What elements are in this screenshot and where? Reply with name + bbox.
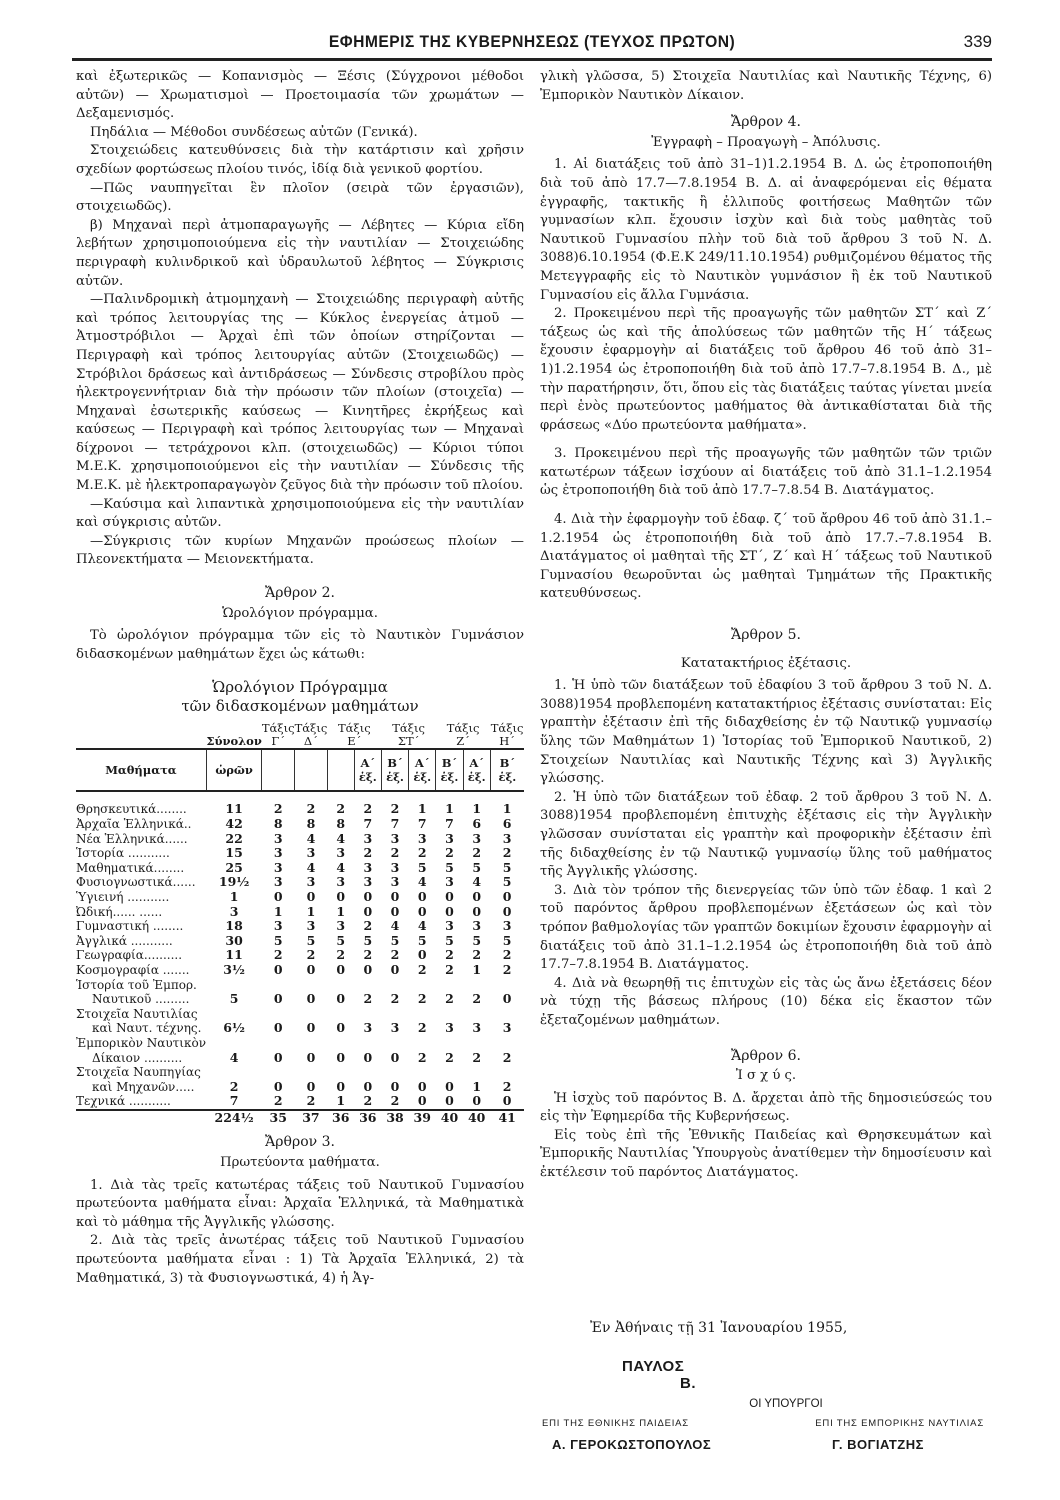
- table-row: [76, 905, 524, 920]
- subject-cell: Τεχνικά ...........: [76, 1094, 171, 1109]
- total-cell: 35: [262, 1110, 295, 1126]
- hours-cell: 3: [273, 830, 283, 846]
- hours-cell: 2: [472, 991, 482, 1007]
- hours-cell: 2: [390, 1093, 400, 1109]
- grand-total: 224½: [206, 1110, 261, 1126]
- hours-cell: 2: [445, 991, 454, 1007]
- hours-cell: 4: [306, 830, 316, 846]
- paragraph: β) Μηχαναὶ περὶ ἀτμοπαραγωγῆς — Λέβητες — Κύρια εἴδη λεβήτων χρησιμοποιούμενα εἰς τὴν ναυτιλίαν — Στοιχειώδης περιγραφὴ κυλινδρικοῦ καὶ ὑδραυλωτοῦ λέβητος — Σύγκρισις αὐτῶν.: [76, 217, 524, 289]
- paragraph: 2. Ἡ ὑπὸ τῶν διατάξεων τοῦ ἐδαφ. 2 τοῦ ἄρθρου 3 τοῦ Ν. Δ. 3088)1954 προβλεπομένη ἐπιτυχὴς ἐξέτασις εἰς τὴν Ἀγγλικὴν γλῶσσαν συνίσταται εἰς γραπτὴν καὶ προφορικὴν ἐξέτασιν ἐπὶ τῆς διδαχθείσης ἐν τῷ Ναυτικῷ γυμνασίῳ ὕλης τοῦ μαθήματος τῆς Ἀγγλικῆς γλώσσης.: [540, 789, 992, 880]
- hours-cell: 7: [363, 816, 373, 831]
- term-label: Α΄ ἑξ.: [463, 749, 490, 791]
- subject-cell: Ναυτικοῦ .........: [92, 992, 190, 1007]
- hours-cell: 2: [417, 991, 427, 1007]
- hours-cell: 5: [363, 932, 373, 948]
- hours-cell: 2: [417, 845, 427, 861]
- hours-cell: 0: [445, 903, 454, 919]
- hours-cell: 2: [472, 1049, 482, 1065]
- hours-cell: 0: [363, 888, 373, 904]
- hours-cell: 3: [390, 874, 400, 890]
- total-cell: 36: [327, 1110, 354, 1126]
- hours-cell: 0: [273, 1020, 283, 1036]
- term-label: Α΄ ἑξ.: [409, 749, 436, 791]
- hours-cell: 2: [502, 961, 512, 977]
- table-title-line: Ὡρολόγιον Πρόγραμμα: [212, 678, 388, 697]
- hours-cell: 2: [502, 947, 512, 963]
- hours-cell: 2: [502, 845, 512, 861]
- hours-cell: 3: [417, 830, 427, 846]
- table-row: [76, 890, 524, 905]
- hours-cell: 2: [417, 1020, 427, 1036]
- hours-cell: 0: [417, 947, 427, 963]
- table-row: [76, 861, 524, 876]
- hours-cell: 0: [306, 1078, 316, 1094]
- hours-cell: 3: [306, 918, 316, 934]
- hours-cell: 3: [390, 1020, 400, 1036]
- paragraph: Στοιχειώδεις κατευθύνσεις διὰ τὴν κατάρτισιν καὶ χρῆσιν σχεδίων φορτώσεως πλοίου τινός, ἰδίᾳ διὰ γενικοῦ φορτίου.: [76, 143, 524, 177]
- hours-cell: 3: [363, 859, 373, 875]
- hours-cell: 3: [445, 874, 454, 890]
- hours-cell: 6: [502, 816, 512, 831]
- table-row: [76, 963, 524, 978]
- subject-cell: Ἀγγλικά ...........: [76, 933, 173, 948]
- subject-cell: Δίκαιον ..........: [92, 1050, 183, 1065]
- table-row: [76, 1007, 524, 1022]
- hours-cell: 0: [273, 1049, 283, 1065]
- hours-cell: 3: [502, 830, 512, 846]
- hours-cell: 2: [390, 845, 400, 861]
- hours-cell: 3: [306, 874, 316, 890]
- paragraph: Ἡ ἰσχὺς τοῦ παρόντος Β. Δ. ἄρχεται ἀπὸ τῆς δημοσιεύσεώς του εἰς τὴν Ἐφημερίδα τῆς Κυβερνήσεως.: [540, 1090, 992, 1125]
- table-row: [76, 919, 524, 934]
- hours-cell: 5: [336, 932, 346, 948]
- article-2-subtitle: Ὡρολόγιον πρόγραμμα.: [222, 605, 378, 621]
- class-word: Τάξις: [392, 721, 425, 736]
- subject-cell: Ἀρχαῖα Ἑλληνικά..: [76, 817, 192, 831]
- hours-cell: 3: [306, 845, 316, 861]
- table-subheader-row: [76, 749, 524, 791]
- hours-cell: 0: [417, 888, 427, 904]
- hours-cell: 0: [417, 1078, 427, 1094]
- header-rule: [72, 58, 992, 61]
- hours-cell: 1: [445, 801, 454, 817]
- hours-cell: 2: [417, 961, 427, 977]
- hours-cell: 0: [336, 888, 346, 904]
- hours-cell: 5: [390, 932, 400, 948]
- table-row: [76, 802, 524, 817]
- hours-cell: 2: [363, 947, 373, 963]
- subject-cell: Μαθηματικά........: [76, 860, 185, 875]
- total-cell: 37: [295, 1110, 328, 1126]
- class-word: Τάξις: [294, 721, 328, 736]
- hours-cell: 8: [306, 816, 316, 831]
- subject-cell: Ἱστορία ...........: [76, 846, 170, 861]
- article-4-title: Ἄρθρον 4.: [731, 114, 801, 131]
- left-column: [76, 68, 524, 1288]
- total-cell: 39: [409, 1110, 436, 1126]
- hours-cell: 4: [390, 918, 400, 934]
- hours-cell: 0: [390, 961, 400, 977]
- hours-cell: 0: [472, 888, 482, 904]
- table-title: [76, 678, 524, 716]
- subject-cell: καὶ Ναυτ. τέχνης.: [92, 1021, 202, 1036]
- subject-cell: Στοιχεῖα Ναυπηγίας: [76, 1065, 201, 1080]
- hours-cell: 7: [417, 816, 427, 831]
- paragraph: 3. Διὰ τὸν τρόπον τῆς διενεργείας τῶν ὑπὸ τῶν ἐδαφ. 1 καὶ 2 τοῦ παρόντος ἄρθρου προβλεπομένων ἐξετάσεων ὡς καὶ τὸν τρόπον βαθμολογίας τῶν γραπτῶν δοκιμίων ἔχουσιν ἐφαρμογὴν αἱ διατάξεις τοῦ ἀπὸ 31.1–1.2.1954 ὡς ἐτροποποιήθη διὰ τοῦ ἀπὸ 17.7–7.8.1954 Β. Διατάγματος.: [540, 882, 992, 973]
- total-hours-cell: 7: [229, 1093, 239, 1109]
- hours-cell: 1: [306, 903, 316, 919]
- hours-cell: 0: [336, 1049, 346, 1065]
- hours-cell: 3: [273, 859, 283, 875]
- hours-cell: 2: [417, 1049, 427, 1065]
- ministers-label: ΟΙ ΥΠΟΥΡΓΟΙ: [749, 1398, 823, 1410]
- hours-cell: 2: [390, 801, 400, 817]
- minister-2-name: Γ. ΒΟΓΙΑΤΖΗΣ: [832, 1437, 924, 1452]
- total-cell: 40: [463, 1110, 490, 1126]
- hours-cell: 0: [363, 961, 373, 977]
- table-row: [76, 1065, 524, 1080]
- right-column: [540, 68, 992, 1183]
- term-label: Β΄ ἑξ.: [490, 749, 524, 791]
- class-label: Ζ΄: [456, 734, 470, 749]
- table-row: [76, 978, 524, 993]
- hours-cell: 3: [273, 845, 283, 861]
- table-row: [76, 934, 524, 949]
- hours-cell: 3: [472, 918, 482, 934]
- table-row: [76, 846, 524, 861]
- paragraph: 4. Διὰ νὰ θεωρηθῇ τις ἐπιτυχὼν εἰς τὰς ὡς ἄνω ἐξετάσεις δέον νὰ τύχῃ τῆς βάσεως πλήρους (10) δέκα εἰς ἕκαστον τῶν ἐξεταζομένων μαθημάτων.: [540, 975, 992, 1028]
- paragraph: 1. Ἡ ὑπὸ τῶν διατάξεων τοῦ ἐδαφίου 3 τοῦ ἄρθρου 3 τοῦ Ν. Δ. 3088)1954 προβλεπομένη κατατακτήριος ἐξέτασις συνίσταται: Εἰς γραπτὴν ἐξέτασιν ἐπὶ τῆς διδαχθείσης ἐν τῷ Ναυτικῷ γυμνασίῳ ὕλης τῶν Μαθημάτων 1) Ἱστορίας τοῦ Ἐμπορικοῦ Ναυτικοῦ, 2) Στοιχείων Ναυτιλίας καὶ Ναυτικῆς Τέχνης καὶ 3) Ἀγγλικῆς γλώσσης.: [540, 678, 992, 787]
- hours-cell: 2: [445, 947, 454, 963]
- hours-cell: 2: [363, 801, 373, 817]
- hours-cell: 3: [273, 874, 283, 890]
- paragraph: 2. Διὰ τὰς τρεῖς ἀνωτέρας τάξεις τοῦ Ναυτικοῦ Γυμνασίου πρωτεύοντα μαθήματα εἶναι : 1) Τὰ Ἀρχαῖα Ἑλληνικά, 2) τὰ Μαθηματικά, 3) τὰ Φυσιογνωστικά, 4) ἡ Ἀγ-: [76, 1233, 524, 1286]
- hours-cell: 5: [306, 932, 316, 948]
- hours-cell: 4: [417, 918, 427, 934]
- hours-cell: 1: [502, 801, 512, 817]
- article-5-subtitle: Κατατακτήριος ἐξέτασις.: [680, 655, 852, 671]
- hours-cell: 2: [336, 801, 346, 817]
- hours-cell: 7: [390, 816, 400, 831]
- total-hours-cell: 19½: [218, 874, 250, 890]
- hours-cell: 4: [336, 830, 346, 846]
- subject-cell: καὶ Μηχανῶν.....: [92, 1079, 195, 1094]
- total-hours-cell: 6½: [223, 1020, 245, 1036]
- hours-cell: 1: [472, 961, 482, 977]
- hours-cell: 5: [502, 874, 512, 890]
- paragraph: —Πῶς ναυπηγεῖται ἓν πλοῖον (σειρὰ τῶν ἐργασιῶν), στοιχειωδῶς).: [76, 180, 524, 215]
- hours-cell: 2: [363, 918, 373, 934]
- hours-cell: 0: [445, 1093, 454, 1109]
- hours-cell: 0: [502, 1093, 512, 1109]
- table-row: [76, 948, 524, 963]
- paragraph: 4. Διὰ τὴν ἐφαρμογὴν τοῦ ἐδαφ. ζ΄ τοῦ ἄρθρου 46 τοῦ ἀπὸ 31.1.–1.2.1954 ὡς ἐτροποποιήθη διὰ τοῦ ἀπὸ 17.7.–7.8.1954 Β. Διατάγματος οἱ μαθηταὶ τῆς ΣΤ΄, Ζ΄ καὶ Η΄ τάξεως τοῦ Ναυτικοῦ Γυμνασίου θεωροῦνται ὡς μαθηταὶ Τμημάτων τῆς Πρακτικῆς κατευθύνσεως.: [540, 512, 992, 602]
- hours-cell: 5: [445, 859, 454, 875]
- paragraph: Εἰς τοὺς ἐπὶ τῆς Ἐθνικῆς Παιδείας καὶ Θρησκευμάτων καὶ Ἐμπορικῆς Ναυτιλίας Ὑπουργοὺς ἀνατίθεμεν τὴν δημοσίευσιν καὶ ἐκτέλεσιν τοῦ παρόντος Διατάγματος.: [540, 1127, 992, 1181]
- hours-cell: 0: [445, 1078, 454, 1094]
- paragraph: 1. Διὰ τὰς τρεῖς κατωτέρας τάξεις τοῦ Ναυτικοῦ Γυμνασίου πρωτεύοντα μαθήματα εἶναι: Ἀρχαῖα Ἑλληνικά, τὰ Μαθηματικὰ καὶ τὸ μάθημα τῆς Ἀγγλικῆς γλώσσης.: [76, 1177, 524, 1230]
- hours-cell: 0: [306, 991, 316, 1007]
- hours-cell: 2: [273, 1093, 283, 1109]
- king-name: ΠΑΥΛΟΣ: [622, 1358, 685, 1375]
- total-cell: 36: [354, 1110, 381, 1126]
- total-cell: 38: [381, 1110, 408, 1126]
- hours-cell: 0: [306, 888, 316, 904]
- hours-cell: 0: [502, 903, 512, 919]
- subject-cell: Στοιχεῖα Ναυτιλίας: [76, 1006, 198, 1021]
- signature-block: [540, 1320, 992, 1452]
- hours-cell: 5: [472, 932, 482, 948]
- hours-cell: 3: [390, 830, 400, 846]
- hours-cell: 2: [273, 947, 283, 963]
- hours-cell: 0: [306, 1049, 316, 1065]
- king-initial: Β.: [680, 1375, 696, 1392]
- hours-cell: 8: [273, 816, 283, 831]
- hours-cell: 5: [417, 859, 427, 875]
- hours-cell: 5: [502, 859, 512, 875]
- article-6-title: Ἄρθρον 6.: [731, 1047, 801, 1064]
- table-row: [76, 1036, 524, 1051]
- subject-cell: Ὑγιεινή ...........: [76, 889, 170, 904]
- minister-1-name: Α. ΓΕΡΟΚΩΣΤΟΠΟΥΛΟΣ: [552, 1437, 712, 1452]
- class-label: Γ΄: [271, 734, 286, 749]
- hours-cell: 0: [445, 888, 454, 904]
- hours-cell: 7: [445, 816, 454, 831]
- hours-cell: 0: [273, 1078, 283, 1094]
- total-hours-cell: 25: [225, 859, 243, 875]
- hours-cell: 0: [472, 1093, 482, 1109]
- table-row: [76, 992, 524, 1007]
- table-body: [76, 791, 524, 1109]
- hours-cell: 0: [502, 991, 512, 1007]
- hours-cell: 2: [363, 1093, 373, 1109]
- subject-cell: Γυμναστική ........: [76, 919, 184, 934]
- paragraph: —Παλινδρομικὴ ἀτμομηχανὴ — Στοιχειώδης περιγραφὴ αὐτῆς καὶ τρόπος λειτουργίας της — Κύκλος ἐνεργείας ἀτμοῦ — Ἀτμοστρόβιλοι — Ἀρχαὶ ἐπὶ τῶν ὁποίων στηρίζονται — Περιγραφὴ καὶ τρόπος λειτουργίας αὐτῶν (Στοιχειωδῶς) — Στρόβιλοι δράσεως καὶ ἀντιδράσεως — Σύνδεσις στροβίλου πρὸς ἠλεκτρογεννήτριαν διὰ τὴν πρόωσιν τῶν πλοίων (στοιχεῖα) — Μηχαναὶ ἐσωτερικῆς καύσεως — Κινητῆρες ἐκρήξεως καὶ καύσεως — Περιγραφὴ καὶ τρόπος λειτουργίας των — Μηχαναὶ δίχρονοι — τετράχρονοι κλπ. (στοιχειωδῶς) — Κύριοι τύποι Μ.Ε.Κ. χρησιμοποιούμενοι εἰς τὴν ναυτιλίαν — Σύνδεσις τῆς Μ.Ε.Κ. μὲ ἠλεκτροπαραγωγὸν ζεῦγος διὰ τὴν πρόωσιν τοῦ πλοίου.: [76, 292, 524, 494]
- hours-cell: 0: [336, 961, 346, 977]
- paragraph: —Καύσιμα καὶ λιπαντικὰ χρησιμοποιούμενα εἰς τὴν ναυτιλίαν καὶ σύγκρισις αὐτῶν.: [76, 496, 524, 531]
- table-row: [76, 875, 524, 890]
- hours-cell: 2: [306, 947, 316, 963]
- minister-1-title: ΕΠΙ ΤΗΣ ΕΘΝΙΚΗΣ ΠΑΙΔΕΙΑΣ: [542, 1418, 689, 1429]
- table-row: [76, 1021, 524, 1036]
- gazette-title: ΕΦΗΜΕΡΙΣ ΤΗΣ ΚΥΒΕΡΝΗΣΕΩΣ (ΤΕΥΧΟΣ ΠΡΩΤΟΝ): [328, 32, 736, 51]
- paragraph: 1. Αἱ διατάξεις τοῦ ἀπὸ 31–1)1.2.1954 Β. Δ. ὡς ἐτροποποιήθη διὰ τοῦ ἀπὸ 17.7—7.8.1954 Β. Δ. αἱ ἀναφερόμεναι εἰς θέματα ἐγγραφῆς, τακτικῆς ἢ ἐλλιποῦς φοιτήσεως Μαθητῶν τῶν γυμνασίων κλπ. ἔχουσιν ἰσχὺν καὶ διὰ τοὺς μαθητὰς τοῦ Ναυτικοῦ Γυμνασίου πλὴν τοῦ διὰ τοῦ ἄρθρου 3 τοῦ Ν. Δ. 3088)6.10.1954 (Φ.Ε.Κ 249/11.10.1954) ρυθμιζομένου θέματος τῆς Μετεγγραφῆς εἰς τὸ Ναυτικὸν γυμνάσιον ἢ ἐκ τοῦ Ναυτικοῦ Γυμνασίου εἰς ἄλλα Γυμνάσια.: [540, 157, 992, 303]
- hours-cell: 3: [502, 918, 512, 934]
- hours-cell: 3: [445, 918, 454, 934]
- paragraph: καὶ ἐξωτερικῶς — Κοπανισμὸς — Ξέσις (Σύγχρονοι μέθοδοι αὐτῶν) — Χρωματισμοὶ — Προετοιμασία τῶν χρωμάτων — Δεξαμενισμός.: [76, 69, 524, 122]
- article-3-title: Ἄρθρον 3.: [265, 1134, 335, 1151]
- hours-cell: 5: [273, 932, 283, 948]
- hours-cell: 1: [336, 903, 346, 919]
- hours-cell: 3: [273, 918, 283, 934]
- paragraph: 2. Προκειμένου περὶ τῆς προαγωγῆς τῶν μαθητῶν ΣΤ΄ καὶ Ζ΄ τάξεως ὡς καὶ τῆς ἀπολύσεως τῶν μαθητῶν τῆς Η΄ τάξεως ἔχουσιν ἐφαρμογὴν αἱ διατάξεις τοῦ ἄρθρου 46 τοῦ ἀπὸ 31–1)1.2.1954 ὡς ἐτροποποιήθη διὰ τοῦ ἀπὸ 17.7–7.8.1954 Β. Δ., μὲ τὴν παρατήρησιν, ὅτι, ὅπου εἰς τὰς διατάξεις ταύτας γίνεται μνεία περὶ ἑνὸς πρωτεύοντος μαθήματος θὰ ἀντικαθίσταται διὰ τῆς φράσεως «Δύο πρωτεύοντα μαθήματα».: [540, 306, 992, 433]
- hours-cell: 0: [502, 888, 512, 904]
- hours-cell: 0: [472, 903, 482, 919]
- hours-cell: 1: [273, 903, 283, 919]
- hours-cell: 0: [273, 888, 283, 904]
- hours-cell: 5: [445, 932, 454, 948]
- hours-cell: 3: [363, 874, 373, 890]
- hours-cell: 3: [363, 1020, 373, 1036]
- hours-cell: 0: [390, 1049, 400, 1065]
- hours-cell: 2: [306, 1093, 316, 1109]
- table-row: [76, 1051, 524, 1066]
- hours-cell: 0: [363, 903, 373, 919]
- subject-cell: Νέα Ἑλληνικά......: [76, 831, 188, 846]
- hours-cell: 2: [390, 991, 400, 1007]
- hours-cell: 5: [472, 859, 482, 875]
- spacer: [540, 501, 992, 511]
- hours-cell: 4: [306, 859, 316, 875]
- hours-cell: 0: [363, 1049, 373, 1065]
- subject-cell: Ἐμπορικὸν Ναυτικὸν: [76, 1035, 207, 1050]
- total-hours-cell: 3: [229, 903, 239, 919]
- hours-cell: 0: [273, 991, 283, 1007]
- total-hours-cell: 22: [225, 830, 243, 846]
- hours-cell: 0: [306, 961, 316, 977]
- hours-cell: 2: [273, 801, 283, 817]
- hours-cell: 3: [336, 845, 346, 861]
- subject-cell: Θρησκευτικά........: [76, 802, 187, 817]
- hours-cell: 6: [472, 816, 482, 831]
- place-date: Ἐν Ἀθήναις τῇ 31 Ἰανουαρίου 1955,: [590, 1320, 848, 1336]
- paragraph: Τὸ ὡρολόγιον πρόγραμμα τῶν εἰς τὸ Ναυτικὸν Γυμνάσιον διδασκομένων μαθημάτων ἔχει ὡς κάτωθι:: [76, 628, 524, 662]
- hours-cell: 3: [336, 918, 346, 934]
- hours-cell: 0: [390, 1078, 400, 1094]
- total-hours-cell: 1: [229, 888, 239, 904]
- total-hours-cell: 42: [225, 816, 243, 831]
- hours-cell: 0: [336, 1020, 346, 1036]
- hours-cell: 0: [306, 1020, 316, 1036]
- class-label: ΣΤ΄: [397, 734, 420, 749]
- article-4-subtitle: Ἐγγραφὴ – Προαγωγὴ – Ἀπόλυσις.: [651, 134, 881, 150]
- hours-cell: 2: [445, 1049, 454, 1065]
- hours-cell: 2: [363, 991, 373, 1007]
- class-label: Η΄: [499, 734, 516, 749]
- hours-cell: 2: [445, 845, 454, 861]
- subject-cell: Φυσιογνωστικά......: [76, 875, 196, 890]
- class-label: Δ΄: [303, 734, 318, 749]
- total-hours-cell: 18: [225, 918, 243, 934]
- page-number: 339: [963, 32, 992, 51]
- hours-cell: 0: [273, 961, 283, 977]
- hours-cell: 0: [336, 1078, 346, 1094]
- hours-cell: 0: [336, 991, 346, 1007]
- subject-cell: Κοσμογραφία .......: [76, 962, 190, 977]
- total-hours-cell: 2: [229, 1078, 239, 1094]
- article-6-subtitle: Ἰ σ χ ύ ς.: [735, 1068, 797, 1084]
- hours-cell: 0: [363, 1078, 373, 1094]
- hours-cell: 1: [472, 801, 482, 817]
- hours-cell: 3: [502, 1020, 512, 1036]
- hours-cell: 2: [336, 947, 346, 963]
- col-total-header: Σύνολον: [206, 734, 262, 749]
- hours-cell: 2: [390, 947, 400, 963]
- subject-cell: Ἱστορία τοῦ Ἐμπορ.: [76, 977, 197, 992]
- col-subject-header: Μαθήματα: [76, 749, 206, 791]
- minister-2-title: ΕΠΙ ΤΗΣ ΕΜΠΟΡΙΚΗΣ ΝΑΥΤΙΛΙΑΣ: [815, 1418, 984, 1429]
- hours-cell: 2: [306, 801, 316, 817]
- schedule-table: [76, 722, 524, 1125]
- term-label: Β΄ ἑξ.: [436, 749, 463, 791]
- hours-cell: 4: [336, 859, 346, 875]
- paragraph: 3. Προκειμένου περὶ τῆς προαγωγῆς τῶν μαθητῶν τῶν τριῶν κατωτέρων τάξεων ἰσχύουν αἱ διατάξεις τοῦ ἀπὸ 31.1–1.2.1954 ὡς ἐτροποποιήθη διὰ τοῦ ἀπὸ 17.7–7.8.54 Β. Διατάγματος.: [540, 446, 992, 499]
- hours-cell: 2: [502, 1078, 512, 1094]
- total-cell: 40: [436, 1110, 463, 1126]
- paragraph: —Σύγκρισις τῶν κυρίων Μηχανῶν προώσεως πλοίων — Πλεονεκτήματα — Μειονεκτήματα.: [76, 533, 524, 568]
- hours-cell: 0: [390, 888, 400, 904]
- table-row: [76, 817, 524, 832]
- hours-cell: 5: [417, 932, 427, 948]
- hours-cell: 3: [390, 859, 400, 875]
- article-5-title: Ἄρθρον 5.: [731, 627, 801, 644]
- spacer: [540, 435, 992, 445]
- hours-cell: 1: [472, 1078, 482, 1094]
- hours-cell: 1: [417, 801, 427, 817]
- hours-cell: 3: [472, 830, 482, 846]
- table-row: [76, 1094, 524, 1110]
- table-title-line: τῶν διδασκομένων μαθημάτων: [181, 697, 419, 716]
- table-total-row: [76, 1110, 524, 1126]
- article-2-title: Ἄρθρον 2.: [265, 585, 335, 602]
- total-hours-cell: 4: [229, 1049, 239, 1065]
- total-hours-cell: 11: [225, 801, 243, 817]
- hours-cell: 8: [336, 816, 346, 831]
- term-label: Β΄ ἑξ.: [381, 749, 408, 791]
- total-hours-cell: 15: [225, 845, 243, 861]
- total-hours-cell: 30: [225, 932, 243, 948]
- hours-cell: 2: [472, 947, 482, 963]
- paragraph: Πηδάλια — Μέθοδοι συνδέσεως αὐτῶν (Γενικά).: [90, 124, 418, 140]
- hours-cell: 2: [445, 961, 454, 977]
- hours-cell: 4: [472, 874, 482, 890]
- subject-cell: Γεωγραφία..........: [76, 948, 183, 963]
- hours-cell: 3: [445, 830, 454, 846]
- class-word: Τάξις: [490, 721, 524, 736]
- table-header-row: [76, 722, 524, 749]
- hours-cell: 0: [390, 903, 400, 919]
- hours-cell: 0: [417, 1093, 427, 1109]
- hours-cell: 3: [336, 874, 346, 890]
- hours-cell: 1: [336, 1093, 346, 1109]
- hours-cell: 3: [472, 1020, 482, 1036]
- class-label: Ε΄: [347, 734, 362, 749]
- hours-cell: 3: [363, 830, 373, 846]
- hours-cell: 0: [417, 903, 427, 919]
- hours-cell: 2: [502, 1049, 512, 1065]
- hours-cell: 5: [502, 932, 512, 948]
- hours-cell: 2: [363, 845, 373, 861]
- total-cell: 41: [490, 1110, 524, 1126]
- term-label: Α΄ ἑξ.: [354, 749, 381, 791]
- col-hours-header: ὡρῶν: [206, 749, 261, 791]
- class-word: Τάξις: [261, 721, 295, 736]
- table-row: [76, 1080, 524, 1095]
- total-hours-cell: 3½: [223, 961, 245, 977]
- hours-cell: 4: [417, 874, 427, 890]
- hours-cell: 3: [445, 1020, 454, 1036]
- article-3-subtitle: Πρωτεύοντα μαθήματα.: [220, 1155, 380, 1171]
- total-hours-cell: 11: [225, 947, 243, 963]
- table-row: [76, 832, 524, 847]
- subject-cell: Ὠδική...... ......: [76, 904, 163, 919]
- hours-cell: 2: [472, 845, 482, 861]
- class-word: Τάξις: [446, 721, 480, 736]
- class-word: Τάξις: [337, 721, 371, 736]
- paragraph: γλικὴ γλῶσσα, 5) Στοιχεῖα Ναυτιλίας καὶ Ναυτικῆς Τέχνης, 6) Ἐμπορικὸν Ναυτικὸν Δίκαιον.: [540, 69, 992, 103]
- total-hours-cell: 5: [229, 991, 239, 1007]
